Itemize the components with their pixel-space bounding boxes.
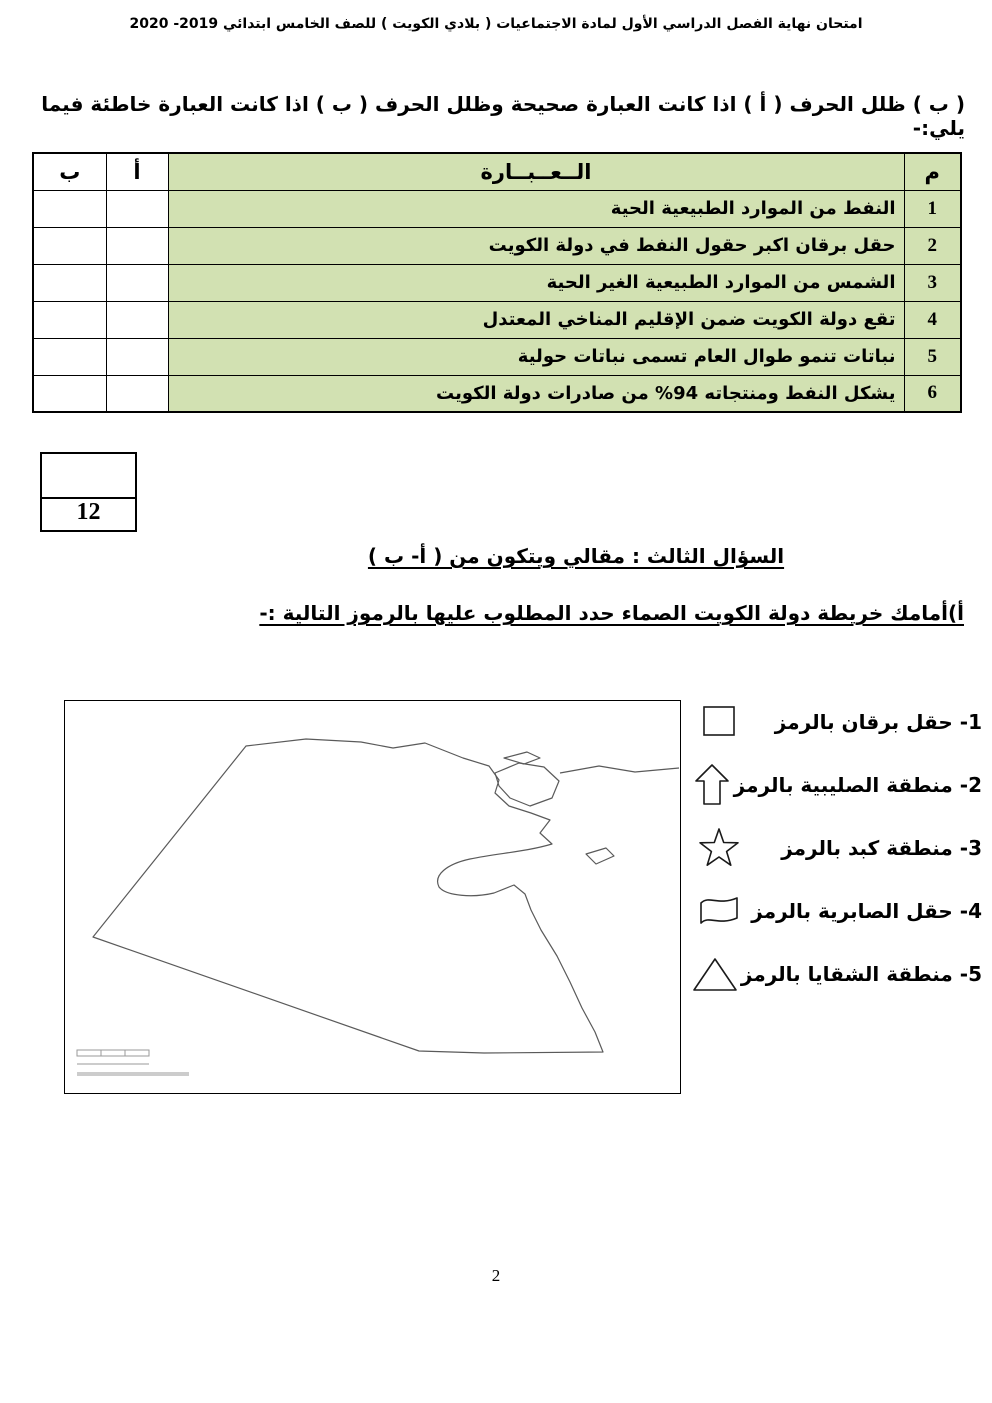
kuwait-mainland-outline bbox=[93, 739, 603, 1053]
statements-table bbox=[32, 152, 962, 413]
header-cell-statement: الــعــبــارة bbox=[168, 153, 904, 190]
map-scale-bar bbox=[77, 1050, 189, 1076]
answer-cell-a bbox=[106, 301, 168, 338]
answer-cell-a bbox=[106, 264, 168, 301]
answer-cell-a bbox=[106, 375, 168, 412]
answer-cell-b bbox=[33, 338, 106, 375]
star-symbol-icon bbox=[690, 826, 748, 870]
header-cell-b: ب bbox=[33, 153, 106, 190]
up-arrow-symbol-icon bbox=[690, 762, 734, 808]
failaka-island-outline bbox=[586, 848, 614, 864]
table-header-row bbox=[33, 153, 961, 190]
row-statement: يشكل النفط ومنتجاته 94% من صادرات دولة الكويت bbox=[168, 375, 904, 412]
row-statement: النفط من الموارد الطبيعية الحية bbox=[168, 190, 904, 227]
question-3-title: السؤال الثالث : مقالي ويتكون من ( أ- ب ) bbox=[367, 544, 785, 568]
neighbour-coastline bbox=[560, 766, 679, 773]
row-number: 5 bbox=[904, 338, 961, 375]
question-b-prompt: ( ب ) ظلل الحرف ( أ ) اذا كانت العبارة صحيحة وظلل الحرف ( ب ) اذا كانت العبارة خاطئة فيما يلي:- bbox=[41, 92, 965, 140]
square-symbol-icon bbox=[690, 702, 748, 742]
legend-label: 5- منطقة الشقايا بالرمز bbox=[740, 961, 982, 986]
row-statement: الشمس من الموارد الطبيعية الغير الحية bbox=[168, 264, 904, 301]
legend-label: 4- حقل الصابرية بالرمز bbox=[751, 898, 982, 923]
row-number: 4 bbox=[904, 301, 961, 338]
answer-cell-b bbox=[33, 264, 106, 301]
document-header: امتحان نهاية الفصل الدراسي الأول لمادة الاجتماعيات ( بلادي الكويت ) للصف الخامس ابتدائي 2019- 2020 bbox=[129, 16, 863, 32]
answer-cell-b bbox=[33, 190, 106, 227]
row-number: 1 bbox=[904, 190, 961, 227]
table-row bbox=[33, 264, 961, 301]
score-box bbox=[40, 452, 137, 532]
legend-item-sulaibiya bbox=[690, 753, 982, 816]
row-number: 6 bbox=[904, 375, 961, 412]
legend-item-burgan bbox=[690, 690, 982, 753]
answer-cell-b bbox=[33, 375, 106, 412]
map-symbols-legend bbox=[690, 690, 982, 1005]
score-total: 12 bbox=[76, 499, 101, 525]
table-row bbox=[33, 375, 961, 412]
header-cell-a: أ bbox=[106, 153, 168, 190]
table-row bbox=[33, 190, 961, 227]
legend-item-kabd bbox=[690, 816, 982, 879]
table-row bbox=[33, 227, 961, 264]
legend-label: 1- حقل برقان بالرمز bbox=[774, 709, 982, 734]
row-statement: تقع دولة الكويت ضمن الإقليم المناخي المعتدل bbox=[168, 301, 904, 338]
row-number: 3 bbox=[904, 264, 961, 301]
legend-label: 2- منطقة الصليبية بالرمز bbox=[733, 772, 982, 797]
question-3-part-a: أ)أمامك خريطة دولة الكويت الصماء حدد المطلوب عليها بالرموز التالية :- bbox=[259, 601, 964, 625]
legend-item-sabriya bbox=[690, 879, 982, 942]
row-statement: حقل برقان اكبر حقول النفط في دولة الكويت bbox=[168, 227, 904, 264]
row-number: 2 bbox=[904, 227, 961, 264]
bubiyan-island-outline bbox=[495, 763, 559, 806]
table-row bbox=[33, 301, 961, 338]
kuwait-map-outline bbox=[63, 701, 680, 1093]
answer-cell-a bbox=[106, 227, 168, 264]
header-cell-num: م bbox=[904, 153, 961, 190]
page-number: 2 bbox=[491, 1266, 501, 1285]
answer-cell-a bbox=[106, 190, 168, 227]
row-statement: نباتات تنمو طوال العام تسمى نباتات حولية bbox=[168, 338, 904, 375]
kuwait-blank-map bbox=[64, 700, 681, 1094]
legend-label: 3- منطقة كبد بالرمز bbox=[781, 835, 982, 860]
table-row bbox=[33, 338, 961, 375]
flag-symbol-icon bbox=[690, 891, 748, 931]
answer-cell-b bbox=[33, 301, 106, 338]
warbah-island-outline bbox=[504, 752, 540, 764]
answer-cell-b bbox=[33, 227, 106, 264]
answer-cell-a bbox=[106, 338, 168, 375]
legend-item-shagaya bbox=[690, 942, 982, 1005]
triangle-symbol-icon bbox=[690, 954, 741, 994]
